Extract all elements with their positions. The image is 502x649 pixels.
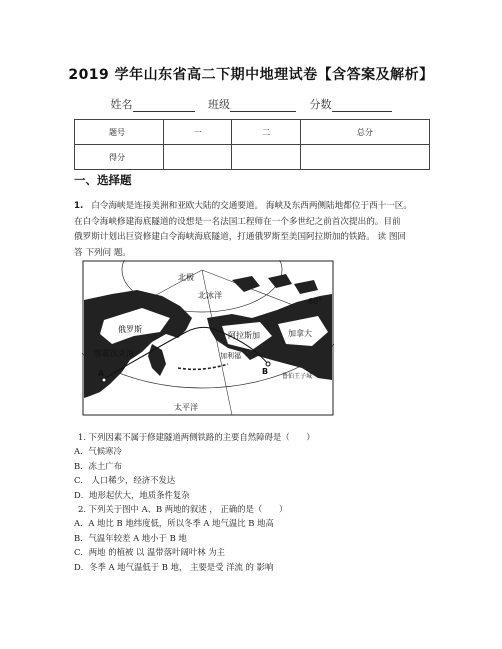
point-b-marker bbox=[266, 362, 270, 366]
score-row-label: 得分 bbox=[75, 145, 164, 170]
okhotsk-label: 鄂霍次克海 bbox=[94, 349, 134, 358]
question-stem: 2. 下列关于图中 A、B 两地的叙述 ， 正确的是（ ） bbox=[78, 504, 288, 515]
score-blank[interactable] bbox=[332, 100, 392, 112]
student-info-line bbox=[0, 96, 502, 112]
answer-option[interactable]: D．地形起伏大，地质条件复杂 bbox=[74, 489, 190, 500]
score-header-cell: 二 bbox=[232, 120, 300, 145]
score-table-header-row bbox=[75, 120, 430, 145]
section-heading: 一、选择题 bbox=[74, 173, 132, 187]
score-cell[interactable] bbox=[164, 145, 232, 170]
score-cell[interactable] bbox=[232, 145, 300, 170]
california-label: 加利福 bbox=[220, 352, 241, 360]
north-pole-label: 北极 bbox=[178, 273, 194, 282]
latitude-60-label: 60° bbox=[308, 297, 323, 306]
answer-option[interactable]: C．两地 的植被 以 温带落叶阔叶林 为主 bbox=[74, 547, 226, 558]
answer-option[interactable]: B．气温年较差 A 地小于 B 地 bbox=[74, 532, 187, 543]
score-label: 分数 bbox=[309, 98, 332, 111]
answer-option[interactable]: C． 人口稀少，经济不发达 bbox=[74, 475, 176, 486]
arctic-ocean-label: 北冰洋 bbox=[198, 291, 222, 300]
question-stem: 1. 下列因素不属于修建隧道两侧铁路的主要自然障碍是（ ） bbox=[78, 432, 315, 442]
question-intro bbox=[74, 199, 434, 261]
class-blank[interactable] bbox=[230, 100, 296, 112]
score-header-cell: 一 bbox=[164, 120, 232, 145]
question-number: 1. bbox=[74, 201, 84, 211]
intro-text: 白令海峡是连接美洲和亚欧大陆的交通要道。 海峡及东西两侧陆地都位于西十一区。 bbox=[91, 201, 412, 211]
point-a-label: A bbox=[98, 369, 105, 378]
map-svg bbox=[82, 260, 334, 416]
canada-label: 加拿大 bbox=[288, 329, 312, 338]
score-table bbox=[74, 119, 430, 170]
point-a-marker bbox=[102, 378, 106, 382]
point-b-label: B bbox=[262, 367, 269, 376]
russia-label: 俄罗斯 bbox=[118, 325, 142, 334]
answer-option[interactable]: A．气候寒冷 bbox=[74, 446, 122, 457]
sub-questions bbox=[74, 430, 434, 574]
answer-option[interactable]: A．A 地比 B 地纬度低，所以冬季 A 地气温比 B 地高 bbox=[74, 518, 274, 529]
intro-line: 俄罗斯计划出巨资修建白令海峡海底隧道，打通俄罗斯至美国阿拉斯加的铁路。 读 图回 bbox=[74, 232, 407, 243]
class-label: 班级 bbox=[208, 98, 230, 111]
pacific-label: 太平洋 bbox=[174, 403, 198, 412]
score-header-cell: 总分 bbox=[300, 120, 429, 145]
score-header-cell: 题号 bbox=[75, 120, 164, 145]
intro-line: 在白令海峡修建海底隧道的设想是一名法国工程师在一个多世纪之前首次提出的。目前 bbox=[74, 216, 401, 227]
prince-rupert-label: 鲁伯王子城 bbox=[282, 373, 313, 380]
bering-strait-map bbox=[82, 260, 334, 416]
name-label: 姓名 bbox=[110, 98, 133, 111]
answer-option[interactable]: B．冻土广布 bbox=[74, 460, 123, 471]
intro-line bbox=[74, 199, 434, 215]
score-table-row bbox=[75, 145, 430, 170]
score-cell[interactable] bbox=[300, 145, 429, 170]
name-blank[interactable] bbox=[133, 100, 195, 112]
intro-line: 答 下列问 题。 bbox=[74, 247, 132, 258]
answer-option[interactable]: D．冬季 A 地气温低于 B 地， 主要是受 洋流 的 影响 bbox=[74, 561, 274, 572]
alaska-label: 阿拉斯加 bbox=[228, 331, 260, 340]
page-title: 2019 学年山东省高二下期中地理试卷【含答案及解析】 bbox=[68, 67, 434, 83]
